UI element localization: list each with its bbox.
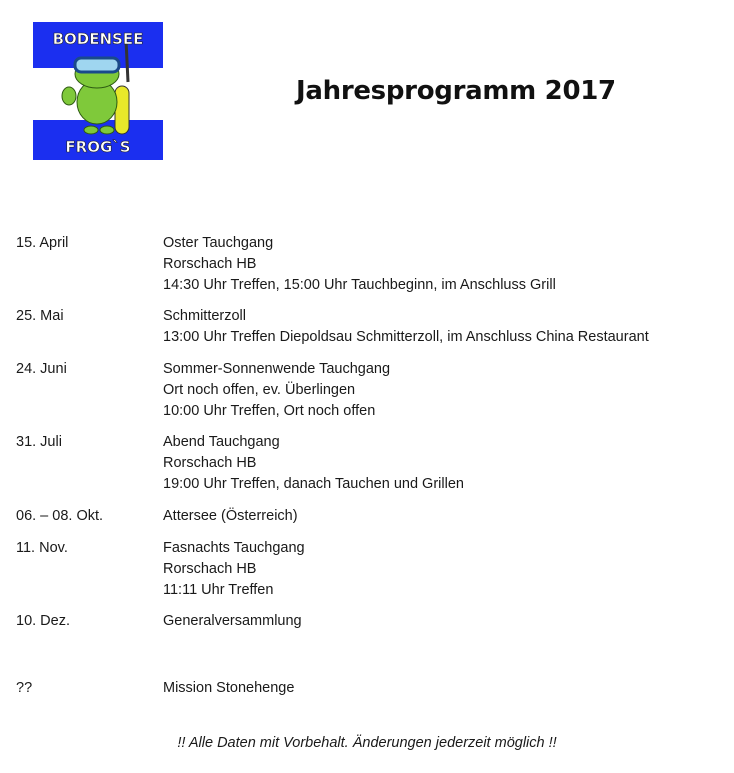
entry-date: 25. Mai bbox=[16, 308, 64, 324]
logo-text-bottom: FROG`S bbox=[65, 138, 131, 156]
entry-detail-line: 11:11 Uhr Treffen bbox=[163, 582, 274, 598]
entry-date: 11. Nov. bbox=[16, 540, 68, 556]
entry-detail-line: 19:00 Uhr Treffen, danach Tauchen und Grillen bbox=[163, 476, 464, 492]
entry-details bbox=[163, 432, 464, 495]
entry-detail-line: 13:00 Uhr Treffen Diepoldsau Schmitterzoll, im Anschluss China Restaurant bbox=[163, 329, 649, 345]
entry-detail-line: Mission Stonehenge bbox=[163, 680, 295, 696]
entry-detail-line: Schmitterzoll bbox=[163, 308, 246, 324]
entry-detail-line: Fasnachts Tauchgang bbox=[163, 540, 305, 556]
entry-details bbox=[163, 611, 302, 632]
entry-details bbox=[163, 506, 298, 527]
entry-date: 24. Juni bbox=[16, 361, 67, 377]
entry-details bbox=[163, 233, 556, 296]
entry-detail-line: Attersee (Österreich) bbox=[163, 508, 298, 524]
logo-text-top: BODENSEE bbox=[52, 30, 144, 48]
entry-date: ?? bbox=[16, 680, 33, 696]
page-title: Jahresprogramm 2017 bbox=[296, 76, 616, 106]
entry-details bbox=[163, 359, 390, 422]
entry-date: 10. Dez. bbox=[16, 613, 70, 629]
entry-details bbox=[163, 538, 305, 601]
entry-detail-line: Ort noch offen, ev. Überlingen bbox=[163, 382, 356, 398]
entry-detail-line: Generalversammlung bbox=[163, 613, 302, 629]
disclaimer: !! Alle Daten mit Vorbehalt. Änderungen jederzeit möglich !! bbox=[177, 735, 557, 751]
bodensee-frogs-logo bbox=[33, 22, 163, 160]
entry-details bbox=[163, 306, 649, 348]
entry-detail-line: Rorschach HB bbox=[163, 561, 257, 577]
entry-detail-line: Rorschach HB bbox=[163, 455, 257, 471]
entry-detail-line: 10:00 Uhr Treffen, Ort noch offen bbox=[163, 403, 376, 419]
entry-date: 31. Juli bbox=[16, 434, 62, 450]
entry-date: 06. – 08. Okt. bbox=[16, 508, 104, 524]
entry-detail-line: Oster Tauchgang bbox=[163, 235, 274, 251]
entry-date: 15. April bbox=[16, 235, 69, 251]
entry-detail-line: 14:30 Uhr Treffen, 15:00 Uhr Tauchbeginn, im Anschluss Grill bbox=[163, 277, 556, 293]
entry-detail-line: Abend Tauchgang bbox=[163, 434, 280, 450]
frog-logo-icon bbox=[33, 22, 163, 160]
entry-details bbox=[163, 678, 294, 699]
entry-detail-line: Rorschach HB bbox=[163, 256, 257, 272]
entry-detail-line: Sommer-Sonnenwende Tauchgang bbox=[163, 361, 391, 377]
